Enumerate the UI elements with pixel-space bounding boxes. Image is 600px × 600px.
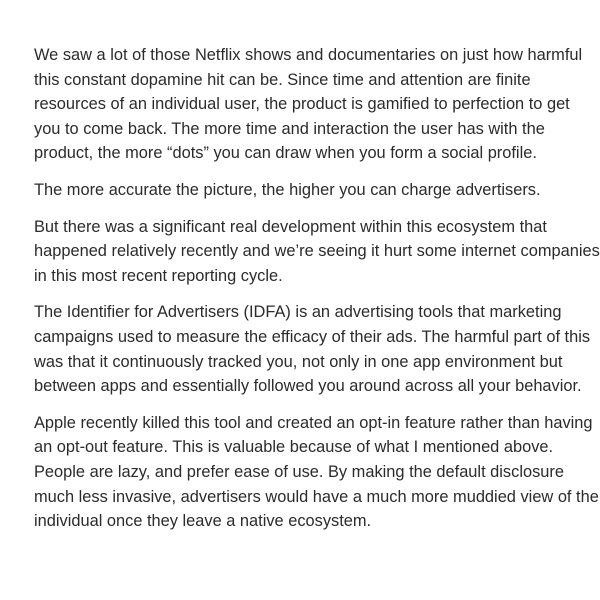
text-line: much less invasive, advertisers would have a much more muddied view of the [34, 487, 599, 506]
text-line: between apps and essentially followed you around across all your behavior. [34, 377, 582, 396]
text-line: But there was a significant real development within this ecosystem that [34, 217, 547, 236]
text-line: in this most recent reporting cycle. [34, 266, 283, 285]
text-line: resources of an individual user, the product is gamified to perfection to get [34, 95, 570, 114]
text-line: an opt-out feature. This is valuable because of what I mentioned above. [34, 438, 554, 457]
paragraph-netflix-dopamine [34, 43, 583, 166]
text-line: you to come back. The more time and interaction the user has with the [34, 119, 545, 138]
paragraph-advertisers-picture [34, 178, 579, 203]
text-line: this constant dopamine hit can be. Since time and attention are finite [34, 70, 531, 89]
text-line: People are lazy, and prefer ease of use. By making the default disclosure [34, 462, 564, 481]
text-line: product, the more “dots” you can draw when you form a social profile. [34, 144, 537, 163]
text-line: The more accurate the picture, the higher you can charge advertisers. [34, 180, 541, 199]
text-line: We saw a lot of those Netflix shows and documentaries on just how harmful [34, 46, 583, 64]
text-line: individual once they leave a native ecosystem. [34, 512, 372, 531]
text-line: The Identifier for Advertisers (IDFA) is an advertising tools that marketing [34, 303, 562, 322]
paragraph-ecosystem-development [34, 215, 600, 289]
text-line: Apple recently killed this tool and created an opt-in feature rather than having [34, 413, 593, 432]
text-line: campaigns used to measure the efficacy of their ads. The harmful part of this [34, 327, 591, 346]
paragraph-idfa [34, 300, 591, 398]
text-line: was that it continuously tracked you, not only in one app environment but [34, 352, 563, 371]
text-line: happened relatively recently and we’re seeing it hurt some internet companies [34, 242, 600, 261]
article-body [34, 43, 600, 546]
paragraph-apple-opt-in [34, 411, 599, 534]
